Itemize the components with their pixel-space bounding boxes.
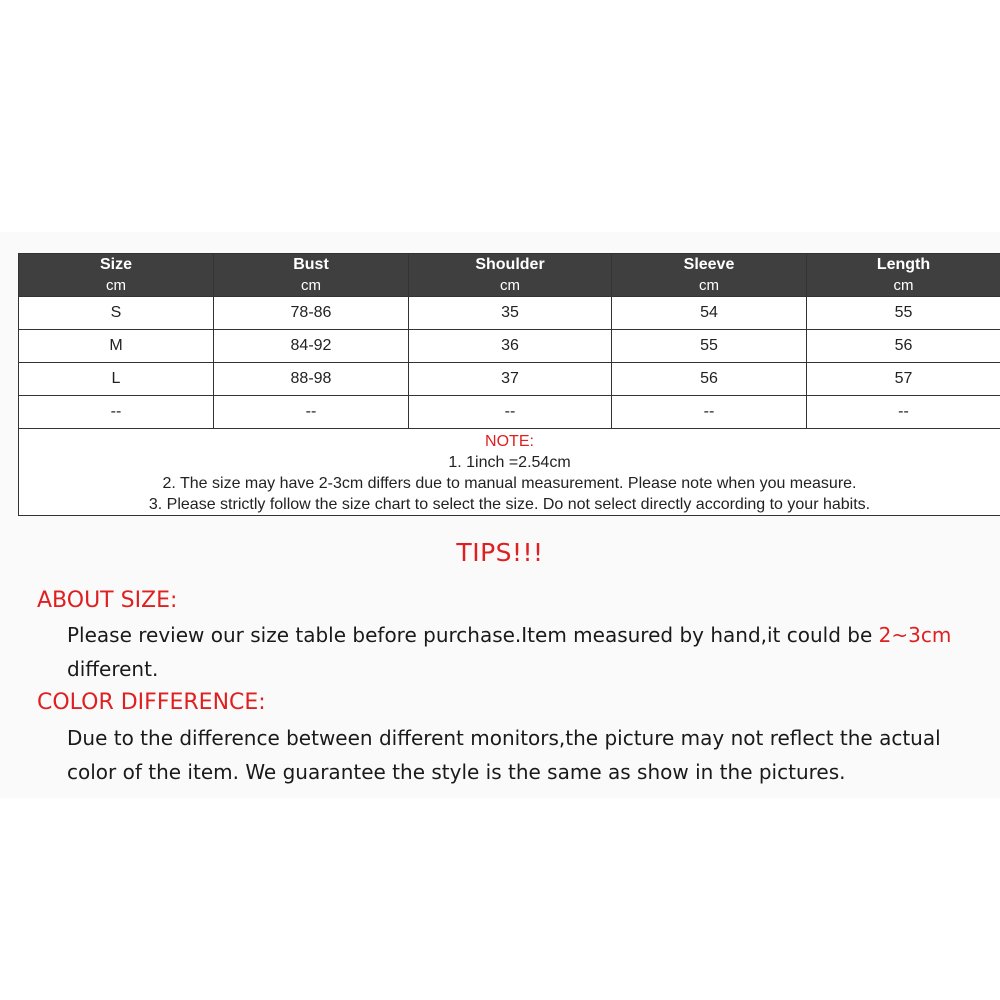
about-size-heading: ABOUT SIZE: <box>37 588 178 613</box>
table-header-row <box>19 254 1000 297</box>
header-unit: cm <box>301 277 321 294</box>
table-cell: 55 <box>807 297 1000 330</box>
header-name: Shoulder <box>475 256 545 273</box>
table-cell: 56 <box>807 330 1000 363</box>
about-size-text <box>67 618 992 686</box>
header-bust <box>214 254 409 297</box>
header-length <box>807 254 1000 297</box>
header-name: Length <box>876 256 931 273</box>
table-cell: M <box>19 330 214 363</box>
size-tolerance-highlight: 2~3cm <box>878 623 952 647</box>
table-cell: S <box>19 297 214 330</box>
table-row <box>19 297 1000 330</box>
size-chart-table <box>18 253 1000 516</box>
table-cell: -- <box>807 396 1000 429</box>
header-size <box>19 254 214 297</box>
table-cell: 57 <box>807 363 1000 396</box>
note-cell <box>19 429 1000 516</box>
table-row <box>19 396 1000 429</box>
color-difference-heading: COLOR DIFFERENCE: <box>37 690 266 715</box>
about-size-text-start: Please review our size table before purchase.Item measured by hand,it could be <box>67 623 879 647</box>
table-cell: -- <box>214 396 409 429</box>
color-difference-text: Due to the difference between different monitors,the picture may not reflect the actual color of the item. We guarantee the style is the same as show in the pictures. <box>67 726 941 784</box>
table-cell: -- <box>409 396 612 429</box>
header-name: Bust <box>293 256 329 273</box>
table-cell: 78-86 <box>214 297 409 330</box>
note-line: 1. 1inch =2.54cm <box>448 454 571 471</box>
table-cell: 84-92 <box>214 330 409 363</box>
header-unit: cm <box>106 277 126 294</box>
table-cell: -- <box>19 396 214 429</box>
header-name: Size <box>99 256 132 273</box>
table-cell: 36 <box>409 330 612 363</box>
table-cell: 56 <box>612 363 807 396</box>
note-title: NOTE: <box>485 433 534 450</box>
table-cell: 54 <box>612 297 807 330</box>
header-unit: cm <box>500 277 520 294</box>
table-cell: 35 <box>409 297 612 330</box>
table-row <box>19 363 1000 396</box>
header-name: Sleeve <box>683 256 735 273</box>
header-sleeve <box>612 254 807 297</box>
table-cell: 37 <box>409 363 612 396</box>
header-unit: cm <box>893 277 914 294</box>
note-line: 3. Please strictly follow the size chart to select the size. Do not select directly according to your habits. <box>148 496 871 513</box>
about-size-text-end: different. <box>67 657 159 681</box>
table-cell: L <box>19 363 214 396</box>
table-row <box>19 330 1000 363</box>
table-cell: 55 <box>612 330 807 363</box>
header-shoulder <box>409 254 612 297</box>
table-cell: -- <box>612 396 807 429</box>
table-cell: 88-98 <box>214 363 409 396</box>
table-note-row <box>19 429 1000 516</box>
header-unit: cm <box>699 277 719 294</box>
note-line: 2. The size may have 2-3cm differs due to manual measurement. Please note when you measure. <box>162 475 857 492</box>
tips-heading: TIPS!!! <box>456 538 544 567</box>
